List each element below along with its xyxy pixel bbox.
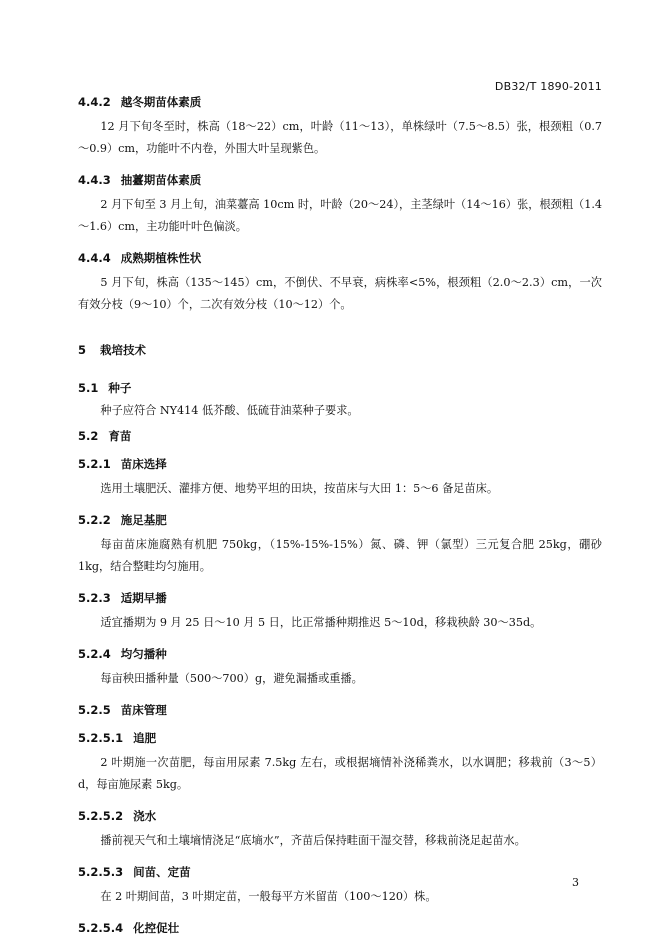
section-heading: 5.2.4 均匀播种 xyxy=(78,647,167,661)
section-paragraph: 2 叶期施一次苗肥，每亩用尿素 7.5kg 左右，或根据墒情补浇稀粪水，以水调肥；移栽前（3～5）d，每亩施尿素 5kg。 xyxy=(78,756,602,791)
section-paragraph: 每亩苗床施腐熟有机肥 750kg，（15%-15%-15%）氮、磷、钾（氯型）三元复合肥 25kg，硼砂 1kg，结合整畦均匀施用。 xyxy=(78,538,602,573)
section-paragraph: 在 2 叶期间苗，3 叶期定苗，一般每平方米留苗（100～120）株。 xyxy=(100,890,437,903)
section-paragraph: 5 月下旬，株高（135～145）cm，不倒伏、不早衰，病株率<5%，根颈粗（2.0～2.3）cm，一次有效分枝（9～10）个，二次有效分枝（10～12）个。 xyxy=(78,276,602,311)
page-number: 3 xyxy=(572,876,579,889)
section-paragraph: 每亩秧田播种量（500～700）g，避免漏播或重播。 xyxy=(100,672,363,685)
section-heading: 4.4.3 抽薹期苗体素质 xyxy=(78,173,202,187)
section-paragraph: 种子应符合 NY414 低芥酸、低硫苷油菜种子要求。 xyxy=(100,404,359,417)
section-heading: 5.2 育苗 xyxy=(78,429,132,443)
section-heading: 5.2.5.1 追肥 xyxy=(78,731,157,745)
section-heading: 5.2.1 苗床选择 xyxy=(78,457,167,471)
section-heading: 5.2.5.4 化控促壮 xyxy=(78,921,180,935)
section-heading: 5.2.5.2 浇水 xyxy=(78,809,157,823)
section-paragraph: 播前视天气和土壤墒情浇足“底墒水”，齐苗后保持畦面干湿交替，移栽前浇足起苗水。 xyxy=(100,834,526,847)
section-paragraph: 2 月下旬至 3 月上旬，油菜薹高 10cm 时，叶龄（20～24），主茎绿叶（14～16）张，根颈粗（1.4～1.6）cm，主功能叶叶色偏淡。 xyxy=(78,198,602,233)
section-paragraph: 选用土壤肥沃、灌排方便、地势平坦的田块，按苗床与大田 1：5～6 备足苗床。 xyxy=(100,482,499,495)
section-heading: 4.4.2 越冬期苗体素质 xyxy=(78,95,202,109)
chapter-heading: 5 栽培技术 xyxy=(78,343,147,357)
section-heading: 5.1 种子 xyxy=(78,381,132,395)
section-heading: 5.2.5 苗床管理 xyxy=(78,703,167,717)
section-heading: 5.2.3 适期早播 xyxy=(78,591,167,605)
section-heading: 5.2.2 施足基肥 xyxy=(78,513,167,527)
section-paragraph: 12 月下旬冬至时，株高（18～22）cm，叶龄（11～13），单株绿叶（7.5～8.5）张，根颈粗（0.7～0.9）cm，功能叶不内卷，外围大叶呈现紫色。 xyxy=(78,120,602,155)
section-paragraph: 适宜播期为 9 月 25 日～10 月 5 日，比正常播种期推迟 5～10d，移栽秧龄 30～35d。 xyxy=(100,616,542,629)
section-heading: 4.4.4 成熟期植株性状 xyxy=(78,251,202,265)
section-heading: 5.2.5.3 间苗、定苗 xyxy=(78,865,191,879)
document-body xyxy=(78,94,602,936)
document-code: DB32/T 1890-2011 xyxy=(494,80,602,93)
